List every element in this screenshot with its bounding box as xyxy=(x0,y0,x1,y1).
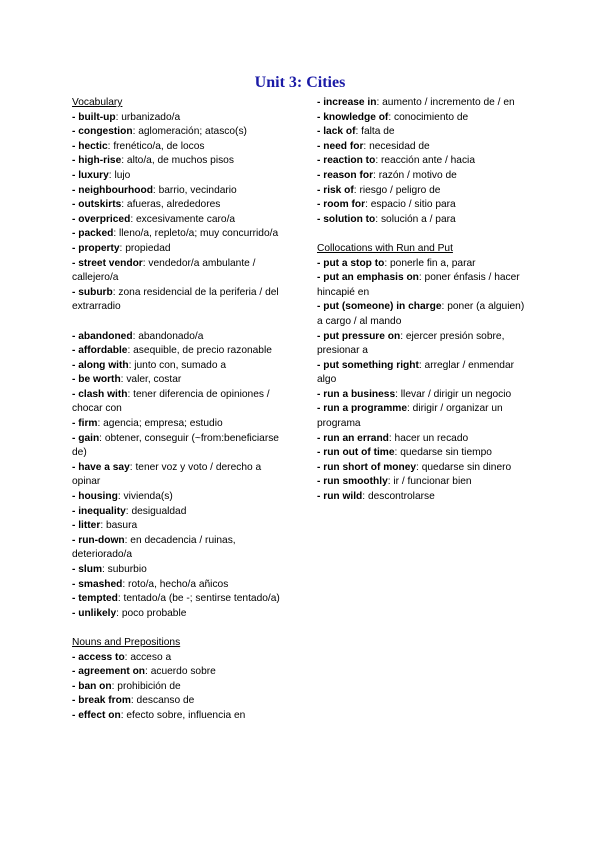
entry-definition: : poner énfasis / hacer hincapié en xyxy=(317,272,520,298)
entry-term: - property xyxy=(72,242,120,254)
entry-term: - be worth xyxy=(72,374,121,386)
entry-term: - lack of xyxy=(317,126,356,138)
entry-definition: : aglomeración; atasco(s) xyxy=(132,126,247,138)
vocab-entry xyxy=(317,96,529,111)
vocab-entry xyxy=(72,490,290,505)
entry-definition: : descontrolarse xyxy=(362,491,435,503)
entry-definition: : riesgo / peligro de xyxy=(353,184,441,196)
vocab-entry xyxy=(317,198,529,213)
entry-term: - put something right xyxy=(317,359,419,371)
entry-definition: : conocimiento de xyxy=(388,111,469,123)
entry-term: - slum xyxy=(72,564,103,575)
entry-definition: : propiedad xyxy=(119,242,171,254)
entry-term: - risk of xyxy=(317,184,354,196)
left-column xyxy=(72,96,290,724)
vocab-entry xyxy=(317,154,529,169)
entry-term: - room for xyxy=(317,199,366,211)
entry-term: - effect on xyxy=(72,709,121,721)
entry-definition: : vivienda(s) xyxy=(117,491,173,503)
entry-term: - inequality xyxy=(72,505,126,517)
nouns-prepositions-list xyxy=(72,651,290,724)
page-title: Unit 3: Cities xyxy=(254,74,346,91)
entry-definition: : zona residencial de la periferia / del extrarradio xyxy=(72,286,279,313)
vocab-entry xyxy=(72,154,290,169)
vocab-entry xyxy=(317,213,529,228)
entry-term: - outskirts xyxy=(72,199,122,211)
entry-term: - run an errand xyxy=(317,432,389,444)
vocab-entry xyxy=(72,169,290,184)
vocab-entry xyxy=(317,446,529,461)
vocab-entry xyxy=(72,286,290,315)
entry-definition: : efecto sobre, influencia en xyxy=(120,709,246,721)
entry-term: - street vendor xyxy=(72,257,143,269)
entry-term: - unlikely xyxy=(72,607,117,619)
vocab-entry xyxy=(317,402,529,431)
entry-definition: : prohibición de xyxy=(111,680,181,692)
entry-definition: : en decadencia / ruinas, deteriorado/a xyxy=(72,534,236,561)
entry-definition: : roto/a, hecho/a añicos xyxy=(122,578,229,590)
entry-definition: : necesidad de xyxy=(363,140,430,152)
entry-definition: : tener diferencia de opiniones / chocar con xyxy=(72,388,270,415)
entry-definition: : lujo xyxy=(108,169,131,181)
vocab-entry xyxy=(317,330,529,359)
entry-definition: : ponerle fin a, parar xyxy=(384,257,476,269)
nouns-prepositions-list-cont xyxy=(317,96,529,227)
entry-term: - clash with xyxy=(72,388,128,400)
entry-term: - firm xyxy=(72,418,98,430)
entry-term: - hectic xyxy=(72,140,108,152)
entry-term: - ban on xyxy=(72,680,112,692)
vocab-entry xyxy=(317,169,529,184)
entry-term: - run out of time xyxy=(317,447,395,459)
entry-term: - reason for xyxy=(317,169,374,181)
entry-definition: : alto/a, de muchos pisos xyxy=(121,155,234,167)
vocab-entry xyxy=(72,665,290,680)
entry-definition: : valer, costar xyxy=(120,374,182,386)
entry-definition: : urbanizado/a xyxy=(115,111,181,123)
entry-term: - solution to xyxy=(317,213,376,225)
vocab-entry xyxy=(72,344,290,359)
entry-definition: : acuerdo sobre xyxy=(145,666,216,678)
vocab-entry xyxy=(72,184,290,199)
entry-term: - run a programme xyxy=(317,403,408,415)
vocab-entry xyxy=(317,432,529,447)
entry-definition: : afueras, alrededores xyxy=(121,199,221,211)
entry-term: - access to xyxy=(72,651,125,663)
entry-term: - neighbourhood xyxy=(72,184,153,196)
entry-term: - run-down xyxy=(72,534,125,546)
vocabulary-heading: Vocabulary xyxy=(72,97,123,108)
spacer xyxy=(317,227,529,242)
entry-definition: : espacio / sitio para xyxy=(365,199,456,211)
vocab-entry xyxy=(72,519,290,534)
entry-definition: : tener voz y voto / derecho a opinar xyxy=(72,461,262,488)
vocab-entry xyxy=(317,300,529,329)
vocab-entry xyxy=(72,242,290,257)
vocab-entry xyxy=(72,330,290,345)
vocab-entry xyxy=(72,111,290,126)
entry-term: - built-up xyxy=(72,111,116,123)
entry-term: - put pressure on xyxy=(317,330,401,342)
entry-term: - run smoothly xyxy=(317,476,388,488)
vocab-entry xyxy=(72,373,290,388)
entry-definition: : descanso de xyxy=(130,695,195,707)
entry-definition: : lleno/a, repleto/a; muy concurrido/a xyxy=(113,228,279,240)
entry-term: - break from xyxy=(72,695,131,707)
entry-definition: : agencia; empresa; estudio xyxy=(97,418,223,430)
entry-term: - put an emphasis on xyxy=(317,272,419,284)
collocations-heading: Collocations with Run and Put xyxy=(317,242,453,254)
vocab-entry xyxy=(317,184,529,199)
entry-term: - run a business xyxy=(317,388,396,400)
entry-definition: : reacción ante / hacia xyxy=(375,155,475,167)
vocab-entry xyxy=(72,198,290,213)
vocab-entry xyxy=(72,709,290,724)
entry-term: - overpriced xyxy=(72,213,131,225)
entry-term: - put a stop to xyxy=(317,257,385,269)
vocab-entry xyxy=(72,461,290,490)
entry-term: - suburb xyxy=(72,286,113,298)
vocab-entry xyxy=(317,359,529,388)
entry-term: - gain xyxy=(72,432,100,444)
entry-term: - knowledge of xyxy=(317,111,389,123)
entry-term: - housing xyxy=(72,491,118,503)
entry-term: - run short of money xyxy=(317,461,417,473)
entry-definition: : llevar / dirigir un negocio xyxy=(395,388,512,400)
entry-definition: : quedarse sin tiempo xyxy=(394,447,492,459)
entry-definition: : hacer un recado xyxy=(388,432,469,444)
entry-definition: : falta de xyxy=(355,126,395,138)
entry-term: - litter xyxy=(72,520,101,532)
entry-definition: : aumento / incremento de / en xyxy=(376,97,515,108)
vocab-entry xyxy=(317,140,529,155)
entry-definition: : tentado/a (be -; sentirse tentado/a) xyxy=(117,593,280,605)
vocabulary-list xyxy=(72,111,290,315)
entry-term: - abandoned xyxy=(72,330,133,342)
vocab-entry xyxy=(317,111,529,126)
vocab-entry xyxy=(72,694,290,709)
vocab-entry xyxy=(317,125,529,140)
entry-term: - agreement on xyxy=(72,666,146,678)
vocab-entry xyxy=(72,534,290,563)
vocab-entry xyxy=(72,257,290,286)
entry-definition: : basura xyxy=(100,520,138,532)
vocab-entry xyxy=(72,505,290,520)
entry-term: - need for xyxy=(317,140,364,152)
vocab-entry xyxy=(72,417,290,432)
vocab-entry xyxy=(72,213,290,228)
entry-definition: : frenético/a, de locos xyxy=(107,140,205,152)
entry-term: - tempted xyxy=(72,593,118,605)
collocations-list xyxy=(317,257,529,505)
entry-term: - smashed xyxy=(72,578,123,590)
vocab-entry xyxy=(72,651,290,666)
vocab-entry xyxy=(72,680,290,695)
spacer xyxy=(72,621,290,636)
entry-term: - congestion xyxy=(72,126,133,138)
entry-definition: : dirigir / organizar un programa xyxy=(317,403,503,430)
vocab-entry xyxy=(72,578,290,593)
vocab-entry xyxy=(72,432,290,461)
entry-definition: : junto con, sumado a xyxy=(128,359,227,371)
entry-definition: : poner (a alguien) a cargo / al mando xyxy=(317,301,525,327)
vocab-entry xyxy=(72,388,290,417)
entry-term: - reaction to xyxy=(317,155,376,167)
vocab-entry xyxy=(317,490,529,505)
vocab-entry xyxy=(317,257,529,272)
vocab-entry xyxy=(72,607,290,622)
entry-definition: : ir / funcionar bien xyxy=(387,476,472,488)
vocab-entry xyxy=(72,359,290,374)
entry-term: - affordable xyxy=(72,345,128,357)
entry-definition: : vendedor/a ambulante / callejero/a xyxy=(72,257,256,284)
entry-definition: : arreglar / enmendar algo xyxy=(317,359,515,386)
vocab-entry xyxy=(72,563,290,578)
vocabulary-list-2 xyxy=(72,330,290,622)
entry-term: - high-rise xyxy=(72,155,122,167)
entry-term: - luxury xyxy=(72,169,109,181)
nouns-prepositions-heading: Nouns and Prepositions xyxy=(72,636,181,648)
entry-definition: : abandonado/a xyxy=(132,330,204,342)
entry-term: - packed xyxy=(72,228,114,240)
entry-term: - increase in xyxy=(317,97,377,108)
entry-definition: : acceso a xyxy=(124,651,172,663)
entry-definition: : obtener, conseguir (~from:beneficiarse de) xyxy=(72,432,279,459)
vocab-entry xyxy=(317,388,529,403)
entry-term: - run wild xyxy=(317,491,363,503)
spacer xyxy=(72,315,290,330)
entry-definition: : razón / motivo de xyxy=(373,169,457,181)
entry-definition: : quedarse sin dinero xyxy=(416,461,512,473)
entry-definition: : poco probable xyxy=(116,607,187,619)
entry-term: - along with xyxy=(72,359,129,371)
entry-definition: : ejercer presión sobre, presionar a xyxy=(317,330,505,357)
vocab-entry xyxy=(317,271,529,300)
entry-definition: : solución a / para xyxy=(375,213,456,225)
entry-term: - put (someone) in charge xyxy=(317,301,442,313)
vocab-entry xyxy=(72,227,290,242)
entry-term: - have a say xyxy=(72,461,130,473)
entry-definition: : asequible, de precio razonable xyxy=(127,345,272,357)
entry-definition: : desigualdad xyxy=(125,505,187,517)
vocab-entry xyxy=(72,592,290,607)
vocab-entry xyxy=(72,140,290,155)
right-column xyxy=(317,96,529,505)
entry-definition: : excesivamente caro/a xyxy=(130,213,236,225)
vocab-entry xyxy=(317,475,529,490)
vocab-entry xyxy=(317,461,529,476)
vocab-entry xyxy=(72,125,290,140)
entry-definition: : barrio, vecindario xyxy=(152,184,237,196)
entry-definition: : suburbio xyxy=(102,564,147,575)
